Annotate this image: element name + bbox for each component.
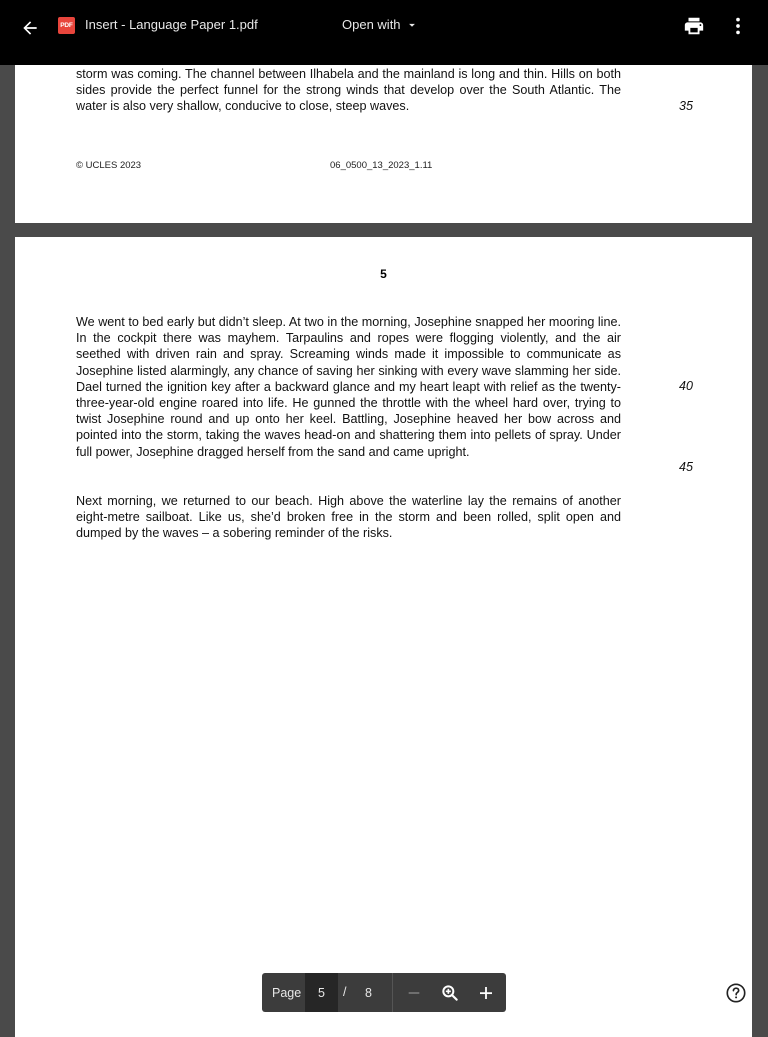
more-vert-icon bbox=[727, 15, 749, 37]
page5-paragraph-2 bbox=[76, 493, 621, 542]
document-code-footer: 06_0500_13_2023_1.11 bbox=[330, 160, 433, 171]
page-zoom-control bbox=[262, 973, 506, 1012]
zoom-indicator bbox=[438, 981, 462, 1005]
arrow-back-icon bbox=[20, 18, 40, 38]
help-button[interactable] bbox=[725, 982, 747, 1004]
paragraph-text: We went to bed early but didn’t sleep. At two in the morning, Josephine snapped her mooring line. In the cockpit there was mayhem. Tarpaulins and ropes were flogging violently, and the air seethed with driven rain and spray. Screaming winds made it impossible to communicate as Josephine listed alarmingly, any chance of saving her sinking with every wave slamming her side. Dael turned the ignition key after a backward glance and my heart leapt with relief as the twenty-three-year-old engine roared into life. He gunned the throttle with the wheel hard over, trying to twist Josephine round and up onto her keel. Battling, Josephine heaved her bow across and pointed into the storm, taking the waves head-on and shattering them into pellets of spray. Under full power, Josephine dragged herself from the sand and came upright. bbox=[76, 315, 621, 459]
page4-paragraph bbox=[76, 66, 621, 115]
page-number: 5 bbox=[380, 267, 387, 281]
back-button[interactable] bbox=[16, 14, 44, 42]
minus-icon bbox=[406, 985, 422, 1001]
copyright-footer: © UCLES 2023 bbox=[76, 160, 142, 171]
document-title: Insert - Language Paper 1.pdf bbox=[85, 17, 258, 32]
page-separator: / bbox=[343, 985, 347, 999]
pdf-page-5 bbox=[15, 237, 752, 1037]
zoom-in-button[interactable] bbox=[474, 981, 498, 1005]
paragraph-text: storm was coming. The channel between Ilhabela and the mainland is long and thin. Hills on both sides provide the perfect funnel for the strong winds that develop over the South Atlantic. The water is also very shallow, conducive to close, steep waves. bbox=[76, 67, 621, 114]
top-toolbar bbox=[0, 0, 768, 65]
plus-icon bbox=[477, 984, 495, 1002]
pdf-file-icon: PDF bbox=[58, 17, 75, 34]
total-pages: 8 bbox=[365, 986, 372, 1000]
divider bbox=[392, 973, 393, 1012]
pdf-page-4 bbox=[15, 65, 752, 223]
page-label: Page bbox=[272, 986, 302, 1000]
magnifier-icon bbox=[440, 983, 460, 1003]
caret-down-icon bbox=[405, 18, 419, 32]
print-button[interactable] bbox=[682, 14, 706, 38]
line-number-45: 45 bbox=[679, 460, 693, 474]
help-circle-icon bbox=[725, 982, 747, 1004]
open-with-label: Open with bbox=[342, 17, 401, 32]
open-with-button[interactable] bbox=[342, 17, 419, 32]
zoom-out-button[interactable] bbox=[402, 981, 426, 1005]
more-options-button[interactable] bbox=[726, 14, 750, 38]
line-number-40: 40 bbox=[679, 379, 693, 393]
printer-icon bbox=[683, 15, 705, 37]
current-page-value: 5 bbox=[318, 985, 325, 1000]
paragraph-text: Next morning, we returned to our beach. High above the waterline lay the remains of another eight-metre sailboat. Like us, she’d broken free in the storm and been rolled, split open and dumped by the waves – a sobering reminder of the risks. bbox=[76, 494, 621, 541]
line-number-35: 35 bbox=[679, 99, 693, 113]
page5-paragraph-1 bbox=[76, 314, 621, 460]
current-page-input[interactable] bbox=[305, 973, 338, 1012]
